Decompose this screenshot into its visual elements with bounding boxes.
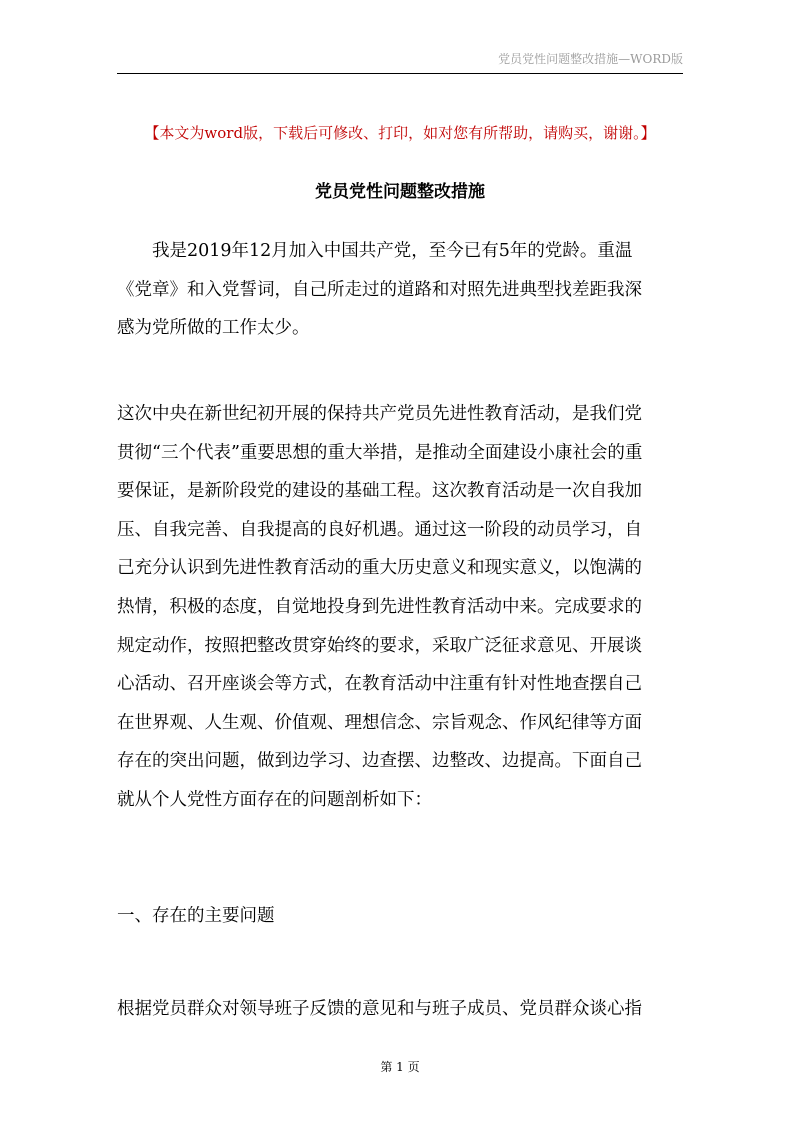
document-title: 党员党性问题整改措施 [315,182,485,202]
text-line: 在世界观、人生观、价值观、理想信念、宗旨观念、作风纪律等方面 [117,712,642,733]
text-line: 要保证，是新阶段党的建设的基础工程。这次教育活动是一次自我加 [117,481,642,502]
page-header: 党员党性问题整改措施—WORD版 [498,52,683,66]
header-rule [117,73,683,74]
text-line: 规定动作，按照把整改贯穿始终的要求，采取广泛征求意见、开展谈 [117,635,642,656]
text-line: 压、自我完善、自我提高的良好机遇。通过这一阶段的动员学习，自 [117,519,642,540]
text-line: 我是2019年12月加入中国共产党，至今已有5年的党龄。重温 [152,241,633,261]
download-notice: 【本文为word版，下载后可修改、打印，如对您有所帮助，请购买，谢谢。】 [144,124,656,142]
text-line: 根据党员群众对领导班子反馈的意见和与班子成员、党员群众谈心指 [117,999,642,1019]
last-paragraph [117,990,683,1029]
text-line: 《党章》和入党誓词，自己所走过的道路和对照先进典型找差距我深 [117,279,642,300]
text-line: 己充分认识到先进性教育活动的重大历史意义和现实意义，以饱满的 [117,558,642,579]
text-line: 热情，积极的态度，自觉地投身到先进性教育活动中来。完成要求的 [117,596,642,617]
page-number: 1 [396,1060,404,1074]
intro-paragraph [117,232,683,348]
page-label-suffix: 页 [407,1060,420,1074]
text-line: 心活动、召开座谈会等方式，在教育活动中注重有针对性地查摆自己 [117,674,642,695]
body-paragraph [117,395,683,820]
text-line: 就从个人党性方面存在的问题剖析如下： [117,789,432,810]
page-footer [0,1058,800,1075]
text-line: 贯彻“三个代表”重要思想的重大举措，是推动全面建设小康社会的重 [117,442,643,463]
section-heading: 一、存在的主要问题 [117,906,275,926]
text-line: 存在的突出问题，做到边学习、边查摆、边整改、边提高。下面自己 [117,751,642,772]
page-label-prefix: 第 [380,1060,393,1074]
text-line: 这次中央在新世纪初开展的保持共产党员先进性教育活动，是我们党 [117,404,642,424]
text-line: 感为党所做的工作太少。 [117,318,310,339]
